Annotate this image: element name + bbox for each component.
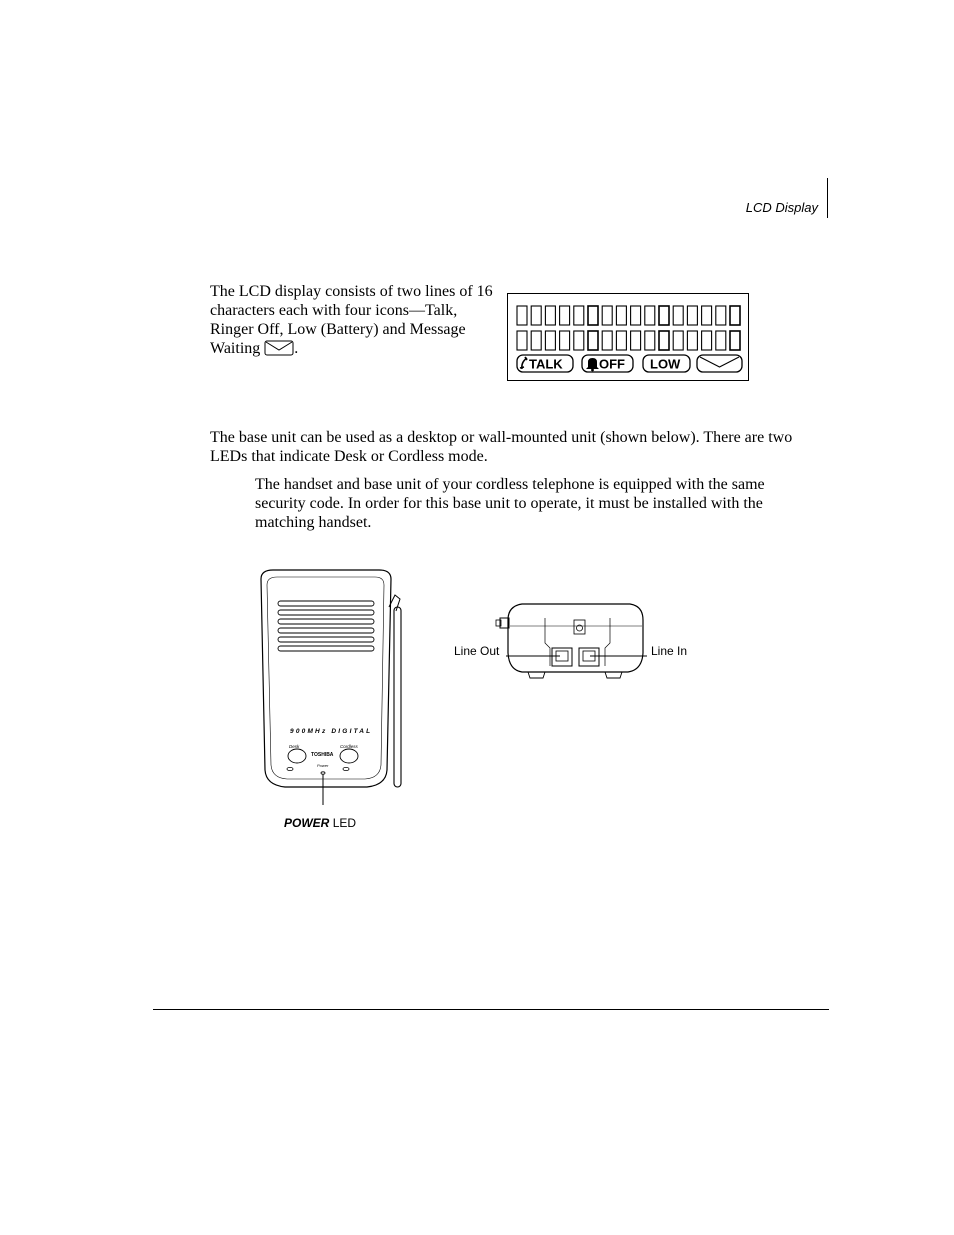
line-in-label: Line In <box>651 644 688 658</box>
desk-label: Desk <box>289 744 300 749</box>
lcd-char-cell <box>588 306 598 325</box>
message-waiting-lcd-icon <box>697 355 742 372</box>
lcd-char-cell <box>631 331 641 350</box>
desk-button <box>288 744 306 763</box>
message-waiting-icon <box>264 340 294 356</box>
lcd-char-cell <box>616 306 626 325</box>
antenna <box>389 595 401 787</box>
brand-logo: TOSHIBA <box>311 752 334 758</box>
lcd-char-cell <box>645 331 655 350</box>
line-out-jack <box>552 648 572 666</box>
lcd-char-cell <box>687 306 697 325</box>
lcd-char-cell <box>531 331 541 350</box>
lcd-char-cell <box>616 331 626 350</box>
lcd-char-cell <box>545 331 555 350</box>
talk-icon-label: TALK <box>529 356 563 372</box>
lcd-char-cell <box>702 306 712 325</box>
section-header-label: LCD Display <box>745 200 818 215</box>
base-unit-front-illustration <box>255 565 415 805</box>
lcd-char-cell <box>716 306 726 325</box>
lcd-display-svg <box>508 294 748 380</box>
line-in-jack <box>579 648 599 666</box>
lcd-char-cell <box>687 331 697 350</box>
lcd-char-cell <box>659 306 669 325</box>
lcd-char-cell <box>531 306 541 325</box>
lcd-description <box>210 282 500 358</box>
base-unit-back-illustration <box>450 598 700 683</box>
speaker-grille <box>278 601 374 651</box>
lcd-description-trailing: . <box>294 340 299 357</box>
lcd-char-cell <box>716 331 726 350</box>
low-battery-icon <box>643 355 690 372</box>
lcd-char-cell <box>560 306 570 325</box>
lcd-char-cell <box>659 331 669 350</box>
lcd-char-cell <box>730 331 740 350</box>
footer-rule <box>153 1009 829 1010</box>
header-vertical-rule <box>827 178 828 218</box>
low-battery-icon-label: LOW <box>650 356 681 372</box>
led-indicators <box>287 767 349 774</box>
lcd-char-cell <box>545 306 555 325</box>
power-led-callout <box>284 816 356 830</box>
security-code-note: The handset and base unit of your cordless telephone is equipped with the same security code. In order for this base unit to operate, it must be installed with the matching handset. <box>255 476 765 531</box>
lcd-char-cell <box>730 306 740 325</box>
cordless-button <box>340 744 359 763</box>
lcd-char-cell <box>517 306 527 325</box>
lcd-char-cell <box>673 306 683 325</box>
lcd-char-cell <box>517 331 527 350</box>
lcd-char-cell <box>588 331 598 350</box>
lcd-char-cell <box>673 331 683 350</box>
lcd-character-cells <box>517 306 740 350</box>
ringer-off-icon <box>582 355 633 372</box>
lcd-char-cell <box>702 331 712 350</box>
cordless-label: Cordless <box>340 744 358 749</box>
talk-icon <box>517 355 573 372</box>
base-unit-description: The base unit can be used as a desktop or wall-mounted unit (shown below). There are two LEDs that indicate Desk or Cordless mode. <box>210 429 793 465</box>
lcd-char-cell <box>602 306 612 325</box>
power-callout-rest: LED <box>332 816 357 830</box>
lcd-description-text: The LCD display consists of two lines of 16 characters each with four icons—Talk, Ringer Off, Low (Battery) and Message Waiting <box>210 283 493 357</box>
lcd-char-cell <box>560 331 570 350</box>
lcd-char-cell <box>602 331 612 350</box>
line-out-label: Line Out <box>454 644 500 658</box>
power-callout-bold: POWER <box>284 816 330 830</box>
lcd-char-cell <box>574 331 584 350</box>
lcd-display-illustration <box>507 293 749 381</box>
power-led-label: Power <box>317 763 329 768</box>
lcd-char-cell <box>631 306 641 325</box>
lcd-char-cell <box>645 306 655 325</box>
ringer-off-icon-label: OFF <box>599 356 625 372</box>
model-text: 900MHz DIGITAL <box>290 728 373 735</box>
lcd-char-cell <box>574 306 584 325</box>
